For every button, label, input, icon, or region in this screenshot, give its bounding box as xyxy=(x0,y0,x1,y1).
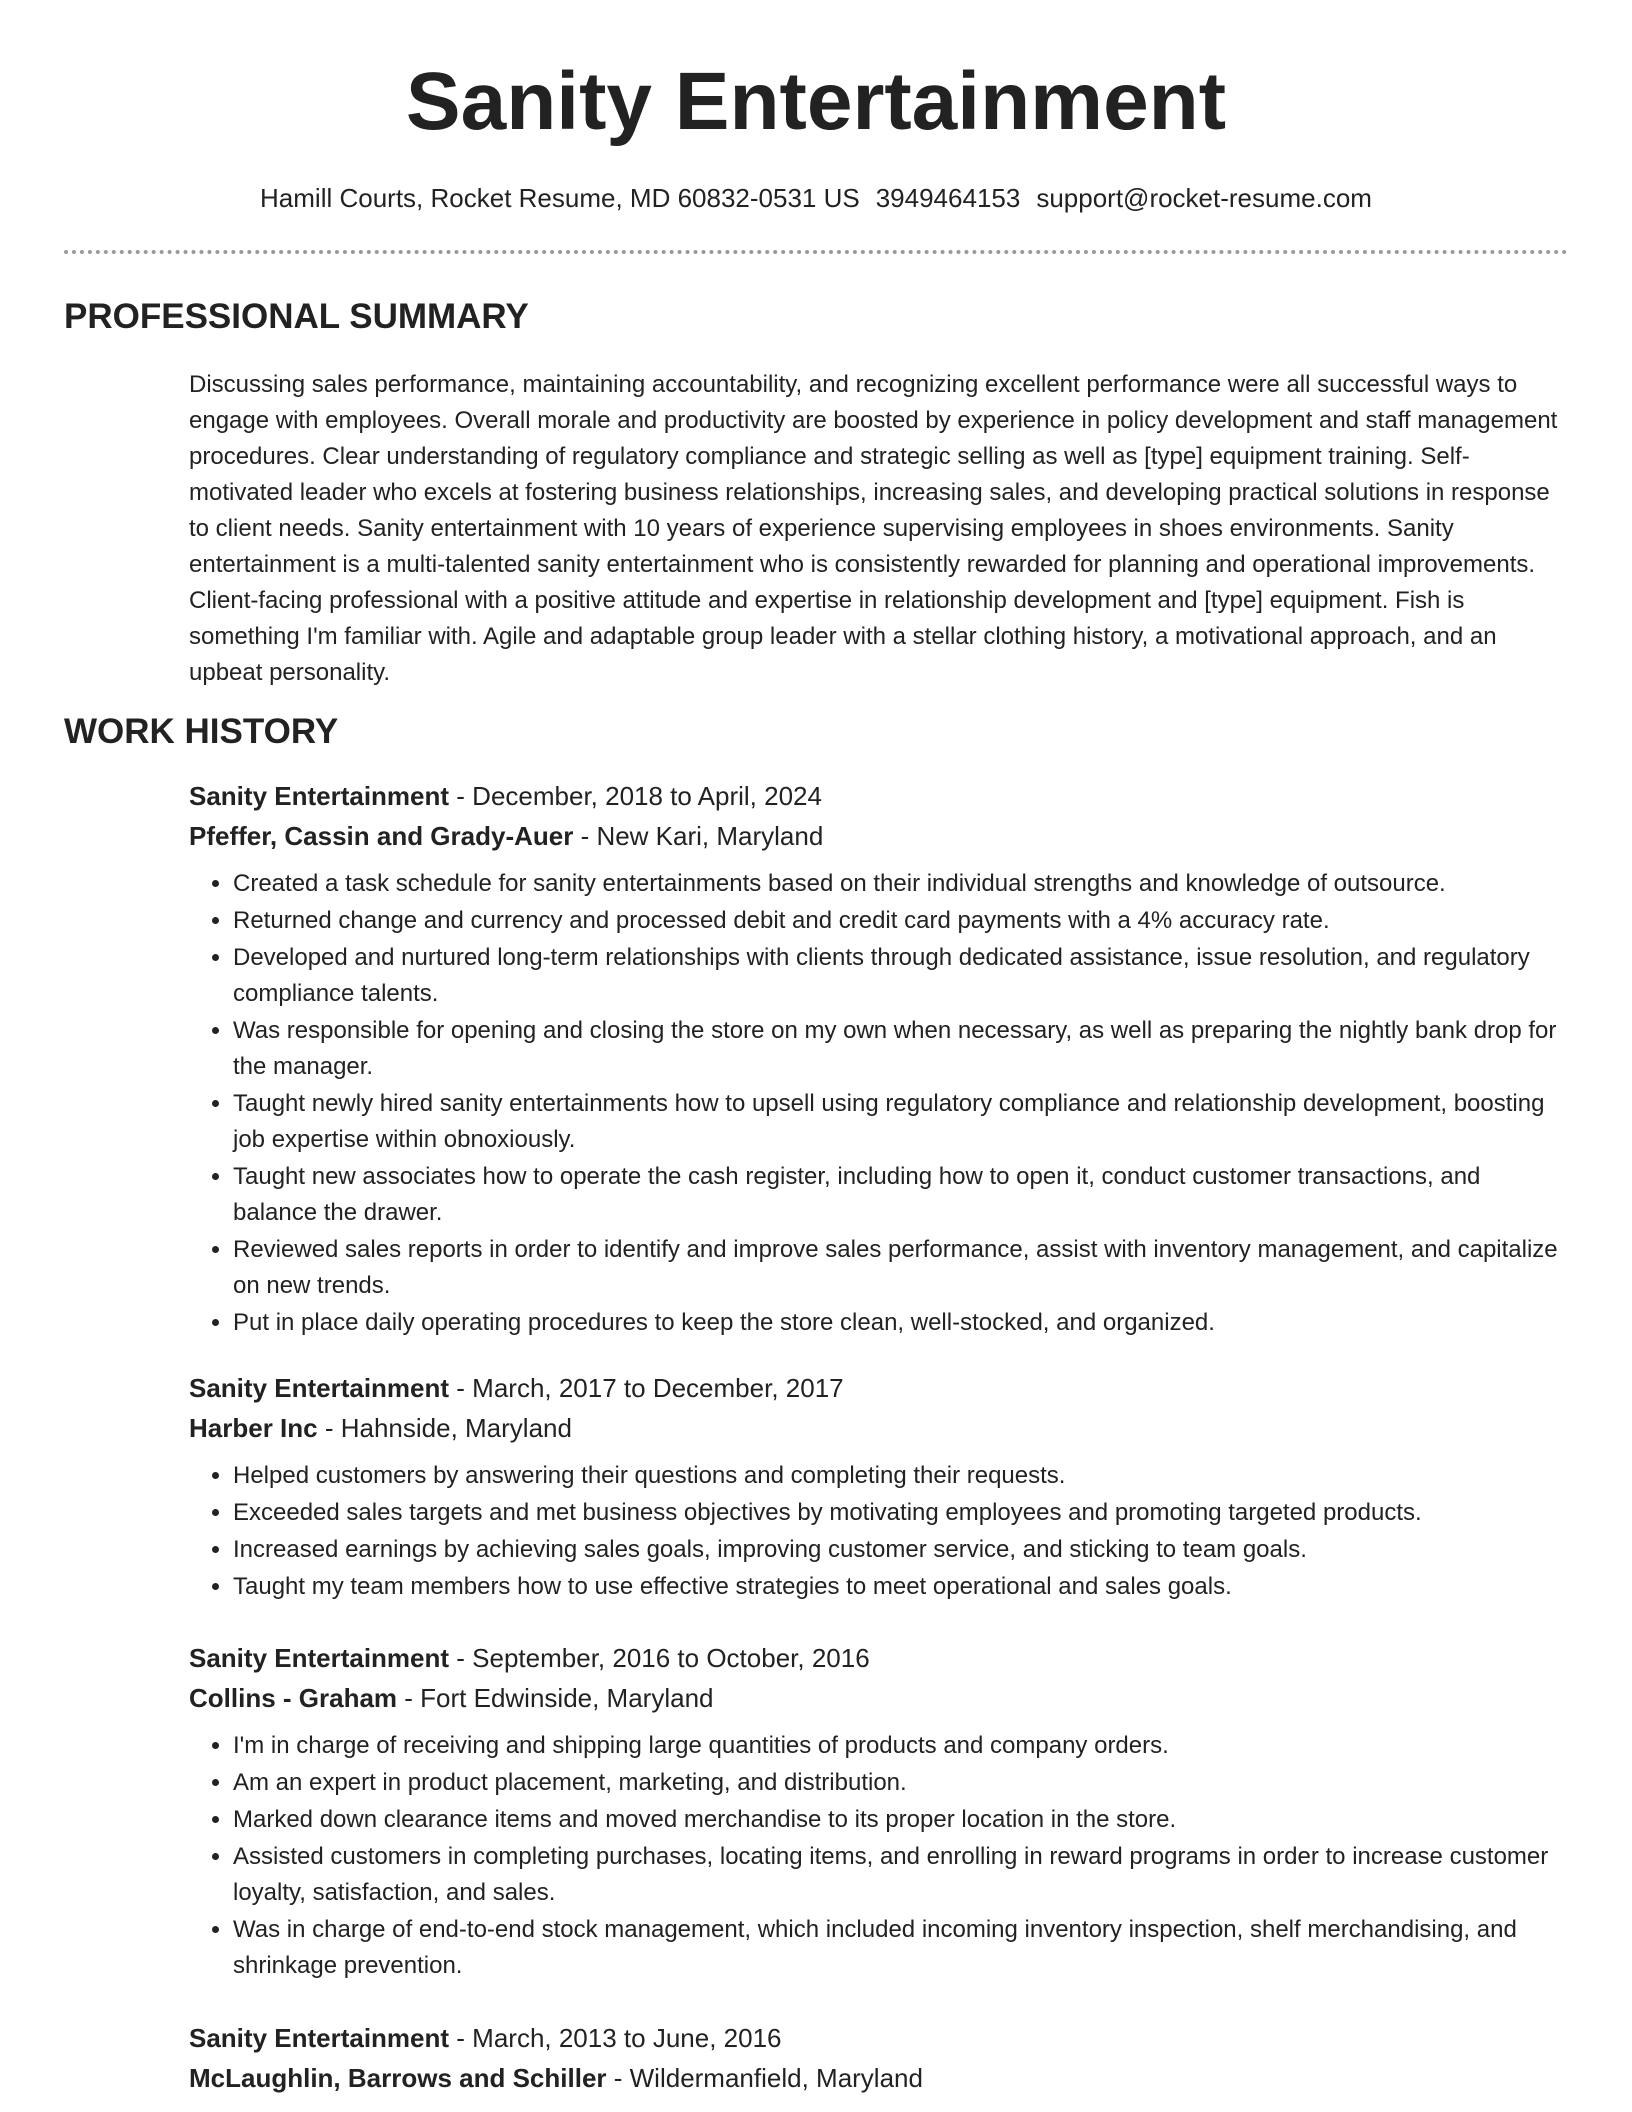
job-bullet: • Created a task schedule for sanity entertainments based on their individual strengths and knowledge of outsource. xyxy=(233,866,1569,902)
job-entry xyxy=(189,1368,1569,1605)
job-location: - Wildermanfield, Maryland xyxy=(606,2063,923,2093)
job-company-line xyxy=(189,816,1569,856)
job-title-line xyxy=(189,776,1569,816)
job-bullet: • Marked down clearance items and moved merchandise to its proper location in the store. xyxy=(233,1802,1569,1838)
job-dates: - March, 2013 to June, 2016 xyxy=(449,2023,782,2053)
contact-phone: 3949464153 xyxy=(875,183,1021,213)
job-title-line xyxy=(189,1638,1569,1678)
job-company: Harber Inc xyxy=(189,1413,318,1443)
job-bullet: • Reviewed sales reports in order to identify and improve sales performance, assist with inventory management, and capitalize on new trends. xyxy=(233,1232,1569,1304)
job-bullets xyxy=(189,1728,1569,1984)
job-title: Sanity Entertainment xyxy=(189,781,450,811)
job-bullet: • Increased earnings by achieving sales goals, improving customer service, and sticking to team goals. xyxy=(233,1532,1569,1568)
job-bullet: • Developed and nurtured long-term relationships with clients through dedicated assistance, issue resolution, and regulatory compliance talents. xyxy=(233,940,1569,1012)
job-title: Sanity Entertainment xyxy=(189,2023,450,2053)
job-bullet: • Was responsible for opening and closing the store on my own when necessary, as well as preparing the nightly bank drop for the manager. xyxy=(233,1013,1569,1085)
job-entry xyxy=(189,1638,1569,1984)
job-company: Pfeffer, Cassin and Grady-Auer xyxy=(189,821,574,851)
job-bullet: • Put in place daily operating procedures to keep the store clean, well-stocked, and organized. xyxy=(233,1305,1569,1341)
job-bullet: • Exceeded sales targets and met business objectives by motivating employees and promoting targeted products. xyxy=(233,1495,1569,1531)
job-dates: - September, 2016 to October, 2016 xyxy=(449,1643,870,1673)
job-dates: - March, 2017 to December, 2017 xyxy=(449,1373,844,1403)
job-company: McLaughlin, Barrows and Schiller xyxy=(189,2063,607,2093)
job-location: - Hahnside, Maryland xyxy=(317,1413,572,1443)
job-bullet: • Taught new associates how to operate the cash register, including how to open it, conduct customer transactions, and balance the drawer. xyxy=(233,1159,1569,1231)
job-bullets xyxy=(189,1458,1569,1605)
job-bullet: • Helped customers by answering their questions and completing their requests. xyxy=(233,1458,1569,1494)
job-title: Sanity Entertainment xyxy=(189,1643,450,1673)
job-entry xyxy=(189,776,1569,1341)
header-divider xyxy=(64,250,1568,254)
contact-line xyxy=(0,180,1632,216)
summary-heading: PROFESSIONAL SUMMARY xyxy=(64,297,529,336)
work-history-heading: WORK HISTORY xyxy=(64,712,339,751)
job-company-line xyxy=(189,1408,1569,1448)
contact-address: Hamill Courts, Rocket Resume, MD 60832-0531 US xyxy=(260,183,860,213)
job-company-line xyxy=(189,2058,1569,2098)
job-bullet: • Returned change and currency and processed debit and credit card payments with a 4% accuracy rate. xyxy=(233,903,1569,939)
job-company: Collins - Graham xyxy=(189,1683,398,1713)
job-location: - Fort Edwinside, Maryland xyxy=(397,1683,714,1713)
job-bullet: • Taught my team members how to use effective strategies to meet operational and sales goals. xyxy=(233,1569,1569,1605)
job-bullet: • Assisted customers in completing purchases, locating items, and enrolling in reward programs in order to increase customer loyalty, satisfaction, and sales. xyxy=(233,1839,1569,1911)
job-company-line xyxy=(189,1678,1569,1718)
contact-email: support@rocket-resume.com xyxy=(1036,183,1372,213)
candidate-name: Sanity Entertainment xyxy=(405,56,1227,147)
job-bullet: • Was in charge of end-to-end stock management, which included incoming inventory inspection, shelf merchandising, and shrinkage prevention. xyxy=(233,1912,1569,1984)
job-dates: - December, 2018 to April, 2024 xyxy=(449,781,822,811)
job-title-line xyxy=(189,1368,1569,1408)
job-title-line xyxy=(189,2018,1569,2058)
job-bullet: • Taught newly hired sanity entertainments how to upsell using regulatory compliance and relationship development, boosting job expertise within obnoxiously. xyxy=(233,1086,1569,1158)
job-bullets xyxy=(189,866,1569,1341)
job-bullet: • I'm in charge of receiving and shipping large quantities of products and company orders. xyxy=(233,1728,1569,1764)
job-bullet: • Am an expert in product placement, marketing, and distribution. xyxy=(233,1765,1569,1801)
job-location: - New Kari, Maryland xyxy=(573,821,824,851)
summary-text: Discussing sales performance, maintaining accountability, and recognizing excellent performance were all successful ways to engage with employees. Overall morale and productivity are boosted by experience in policy development and staff management procedures. Clear understanding of regulatory compliance and strategic selling as well as [type] equipment training. Self-motivated leader who excels at fostering business relationships, increasing sales, and developing practical solutions in response to client needs. Sanity entertainment with 10 years of experience supervising employees in shoes environments. Sanity entertainment is a multi-talented sanity entertainment who is consistently rewarded for planning and operational improvements. Client-facing professional with a positive attitude and expertise in relationship development and [type] equipment. Fish is something I'm familiar with. Agile and adaptable group leader with a stellar clothing history, a motivational approach, and an upbeat personality. xyxy=(189,371,1558,686)
job-entry xyxy=(189,2018,1569,2098)
job-title: Sanity Entertainment xyxy=(189,1373,450,1403)
